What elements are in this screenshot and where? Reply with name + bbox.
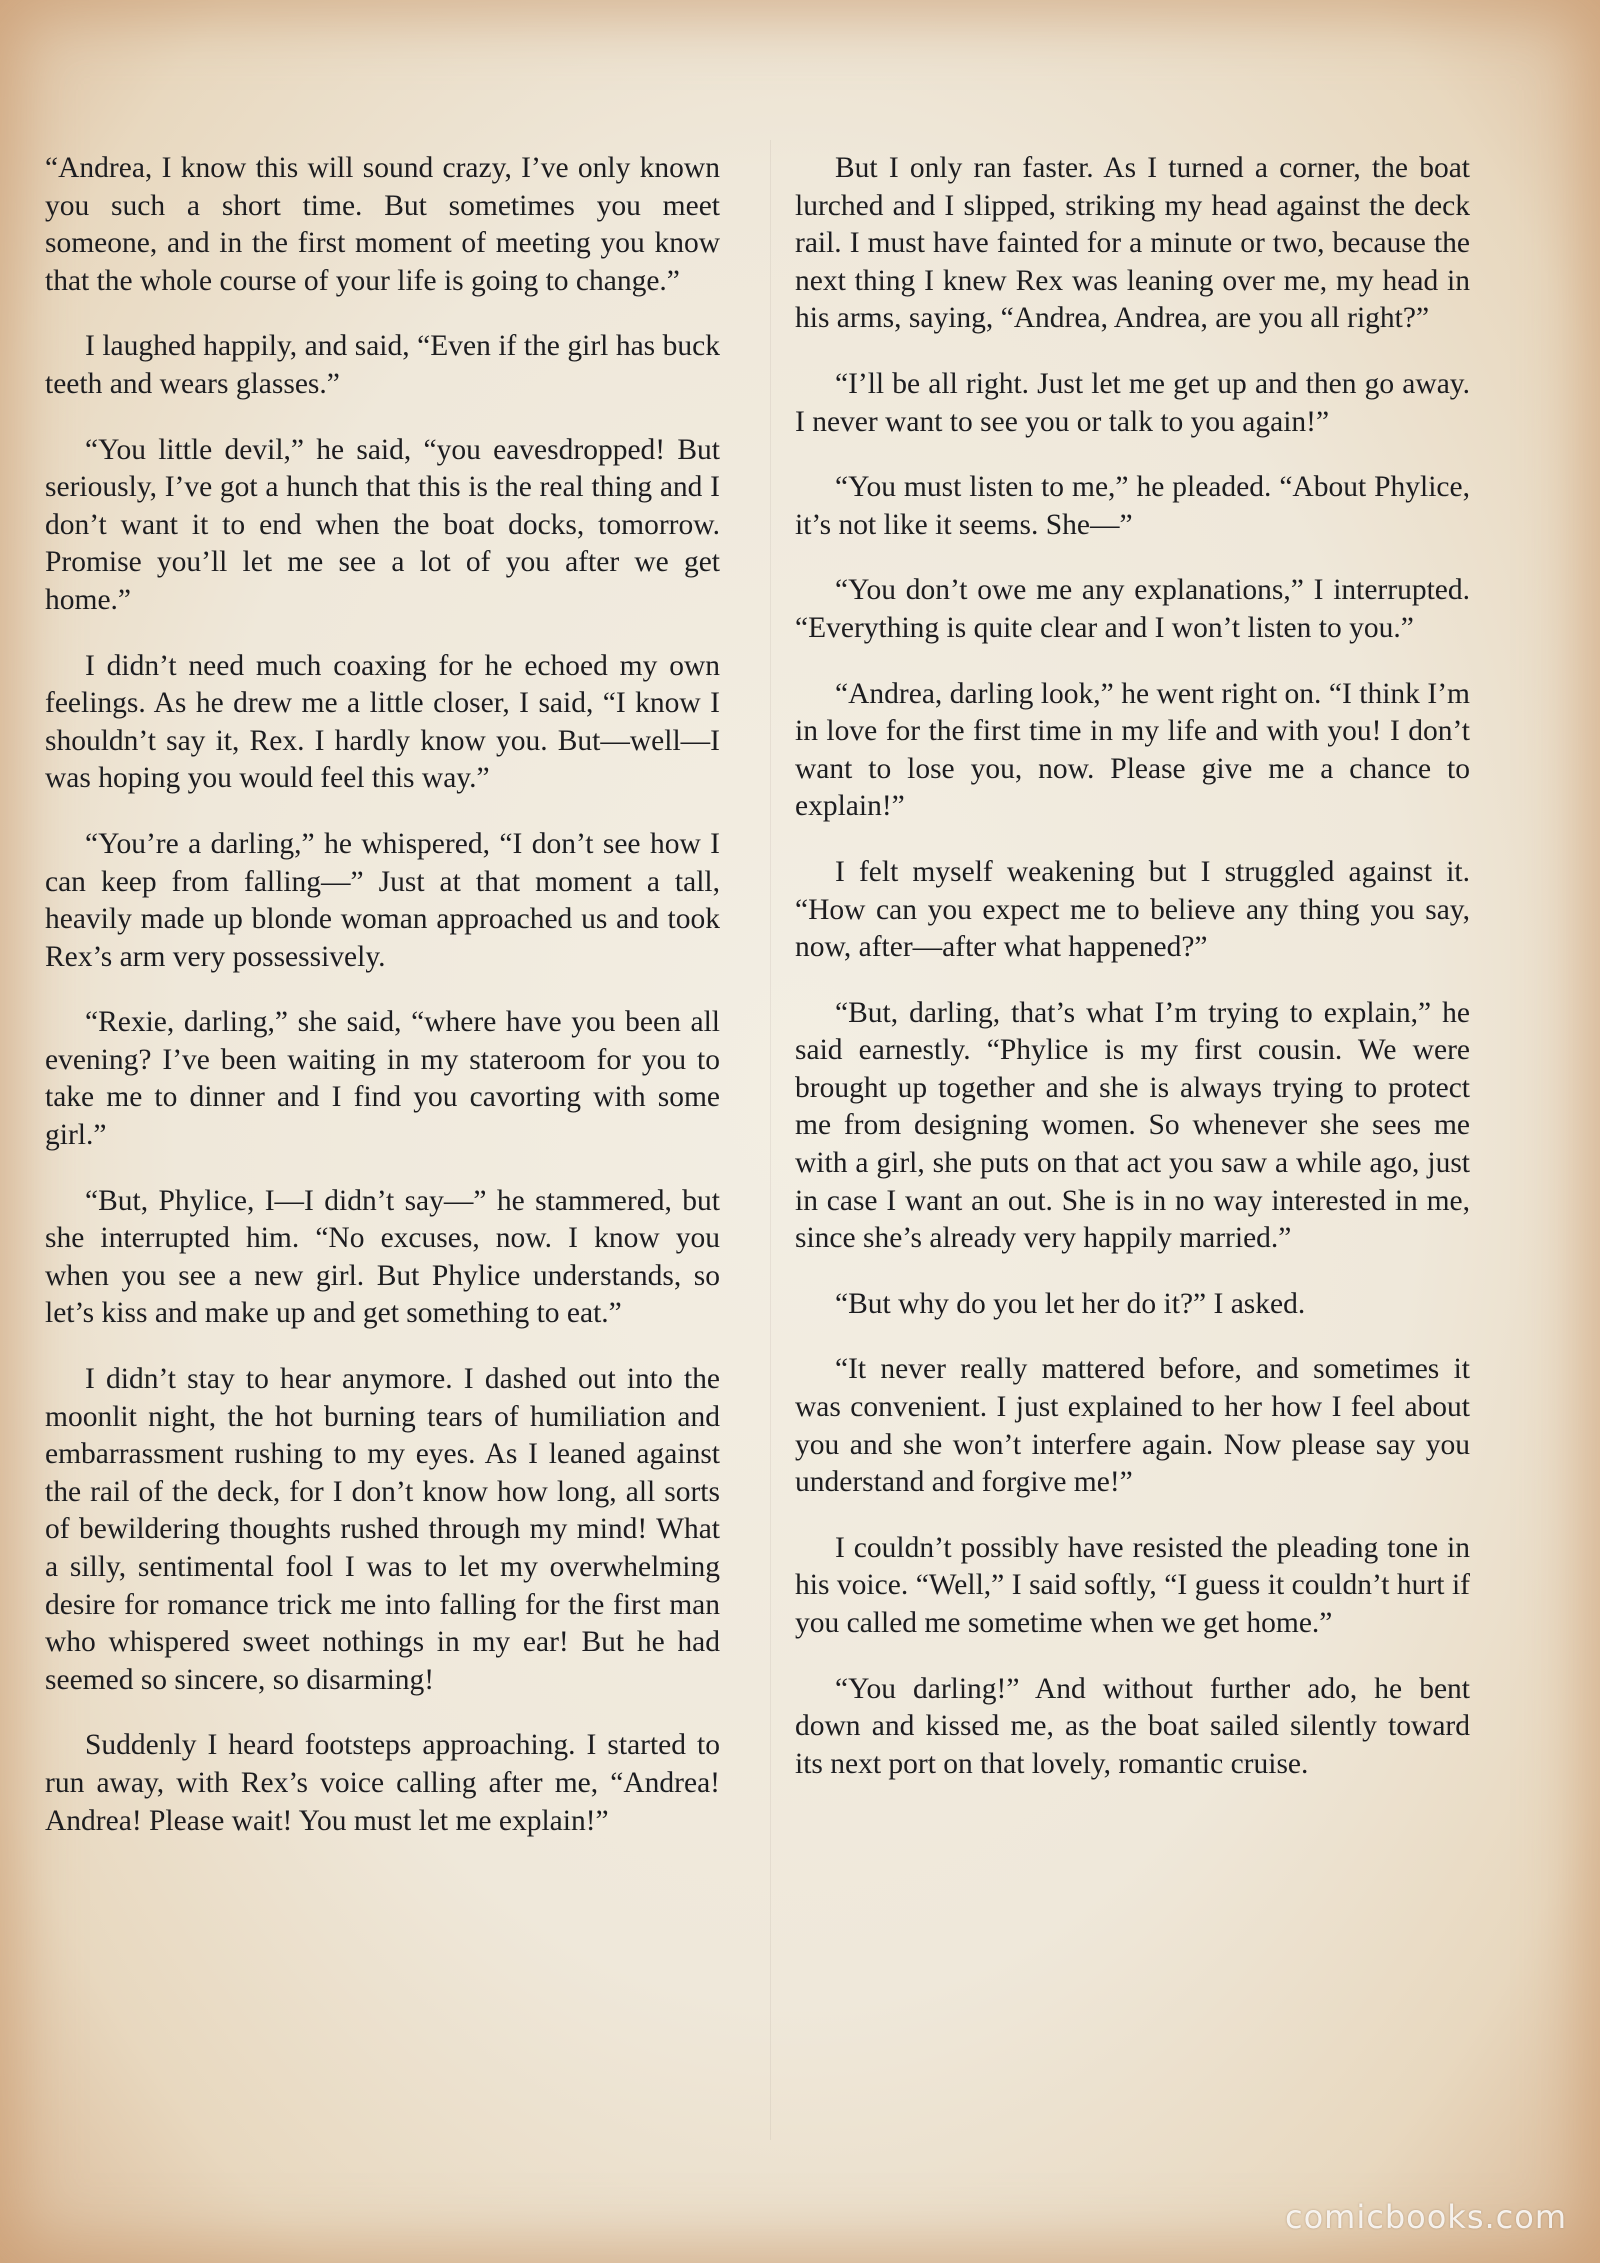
paragraph: I didn’t need much coaxing for he echoed my own feelings. As he drew me a little closer, I said, “I know I shouldn’t say it, Rex. I hardly know you. But—well—I was hoping you would feel this way.” — [45, 649, 720, 795]
left-text-column — [45, 150, 720, 1868]
paragraph: I didn’t stay to hear anymore. I dashed out into the moonlit night, the hot burning tears of humiliation and embarrassment rushing to my eyes. As I leaned against the rail of the deck, for I don’t know how long, all sorts of bewildering thoughts rushed through my mind! What a silly, sentimental fool I was to let my overwhelming desire for romance trick me into falling for the first man who whispered sweet nothings in my ear! But he had seemed so sincere, so disarming! — [45, 1363, 720, 1696]
right-text-column — [795, 150, 1470, 1811]
paragraph: “It never really mattered before, and sometimes it was convenient. I just explained to her how I feel about you and she won’t interfere again. Now please say you understand and forgive me!” — [795, 1353, 1470, 1499]
paragraph: “You darling!” And without further ado, he bent down and kissed me, as the boat sailed silently toward its next port on that lovely, romantic cruise. — [795, 1672, 1470, 1780]
paragraph: Suddenly I heard footsteps approaching. I started to run away, with Rex’s voice calling after me, “Andrea! Andrea! Please wait! You must let me explain!” — [45, 1729, 720, 1837]
paragraph: “You don’t owe me any explanations,” I interrupted. “Everything is quite clear and I won’t listen to you.” — [795, 574, 1470, 644]
paragraph: “But, darling, that’s what I’m trying to explain,” he said earnestly. “Phylice is my first cousin. We were brought up together and she is always trying to protect me from designing women. So whenever she sees me with a girl, she puts on that act you saw a while ago, just in case I want an out. She is in no way interested in me, since she’s already very happily married.” — [795, 996, 1470, 1255]
paragraph: “Rexie, darling,” she said, “where have you been all evening? I’ve been waiting in my stateroom for you to take me to dinner and I find you cavorting with some girl.” — [45, 1006, 720, 1152]
paragraph: “You must listen to me,” he pleaded. “About Phylice, it’s not like it seems. She—” — [795, 471, 1470, 541]
paragraph: But I only ran faster. As I turned a corner, the boat lurched and I slipped, striking my head against the deck rail. I must have fainted for a minute or two, because the next thing I knew Rex was leaning over me, my head in his arms, saying, “Andrea, Andrea, are you all right?” — [795, 152, 1470, 335]
paragraph: “But, Phylice, I—I didn’t say—” he stammered, but she interrupted him. “No excuses, now. I know you when you see a new girl. But Phylice understands, so let’s kiss and make up and get something to eat.” — [45, 1184, 720, 1330]
paragraph: I couldn’t possibly have resisted the pleading tone in his voice. “Well,” I said softly, “I guess it couldn’t hurt if you called me sometime when we get home.” — [795, 1531, 1470, 1639]
paragraph: “I’ll be all right. Just let me get up and then go away. I never want to see you or talk to you again!” — [795, 367, 1470, 438]
paragraph: “You’re a darling,” he whispered, “I don’t see how I can keep from falling—” Just at that moment a tall, heavily made up blonde woman approached us and took Rex’s arm very possessively. — [45, 827, 720, 973]
column-gutter — [770, 140, 771, 2140]
paragraph: I laughed happily, and said, “Even if the girl has buck teeth and wears glasses.” — [45, 330, 720, 400]
paragraph: I felt myself weakening but I struggled against it. “How can you expect me to believe any thing you say, now, after—after what happened?” — [795, 855, 1470, 964]
site-watermark: comicbooks.com — [1284, 2198, 1567, 2236]
paragraph: “But why do you let her do it?” I asked. — [835, 1287, 1306, 1320]
paragraph: “Andrea, darling look,” he went right on. “I think I’m in love for the first time in my life and with you! I don’t want to lose you, now. Please give me a chance to explain!” — [795, 677, 1470, 823]
paragraph: “You little devil,” he said, “you eavesdropped! But seriously, I’ve got a hunch that this is the real thing and I don’t want it to end when the boat docks, tomorrow. Promise you’ll let me see a lot of you after we get home.” — [45, 433, 720, 616]
paragraph: “Andrea, I know this will sound crazy, I’ve only known you such a short time. But sometimes you meet someone, and in the first moment of meeting you know that the whole course of your life is going to change.” — [45, 152, 720, 297]
